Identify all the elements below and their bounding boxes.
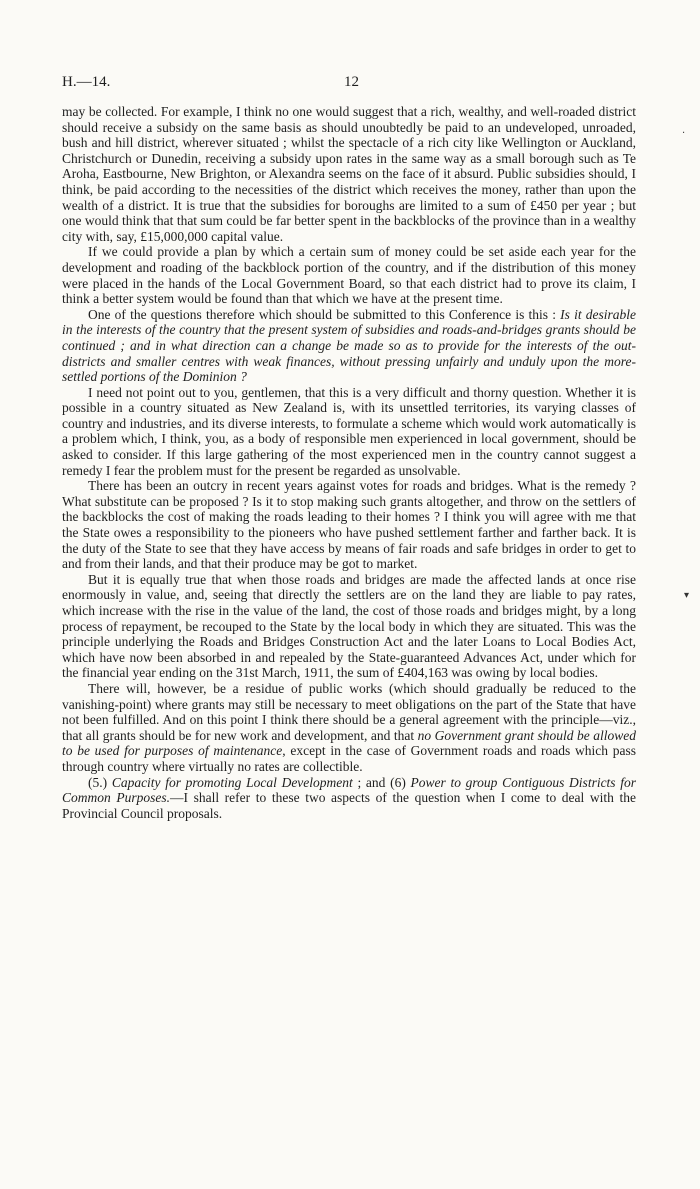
italic-text-segment: Is it desirable in the interests of the country that the present system of subsidies and roads-and-bridges grants should be continued ; and in what direction can a change be made so as to provide for the interests of the out-districts and smaller centres with weak finances, without pressing unfairly and unduly upon the more-settled portions of the Dominion ?: [62, 306, 636, 385]
text-segment: If we could provide a plan by which a certain sum of money could be set aside each year for the development and roading of the backblock portion of the country, and if the distribution of this money were placed in the hands of the Local Government Board, so that each district had to prove its claim, I think a better system would be found than that which we have at the present time.: [62, 244, 636, 307]
text-segment: I need not point out to you, gentlemen, that this is a very difficult and thorny question. Whether it is possible in a country situated as New Zealand is, with its unsettled territories, its varying classes of country and industries, and its diverse interests, to formulate a scheme which would work automatically is a problem which, I think, you, as a body of responsible men experienced in local government, should be asked to consider. If this large gathering of the most experienced men in the country cannot suggest a remedy I fear the problem must for the present be regarded as unsolvable.: [62, 384, 636, 478]
paragraph: [62, 244, 636, 306]
paragraph: [62, 478, 636, 572]
paragraph: [62, 385, 636, 479]
page-number: 12: [344, 74, 359, 90]
body-text: [62, 104, 636, 821]
paragraph: [62, 775, 636, 822]
italic-text-segment: no Government grant should be allowed to be used for purposes of maintenance: [62, 727, 636, 759]
paragraph: [62, 104, 636, 244]
page-header: [62, 74, 636, 94]
text-segment: ; and (6): [352, 774, 411, 790]
text-segment: , except in the case of Government roads and roads which pass through country where virtually no rates are collectible.: [62, 743, 636, 774]
text-segment: There has been an outcry in recent years against votes for roads and bridges. What is the remedy ? What substitute can be proposed ? Is it to stop making such grants altogether, and throw on the settlers of the backblocks the cost of making the roads leading to their homes ? I think you will agree with me that the State owes a responsibility to the pioneers who have pushed settlement farther and farther back. It is the duty of the State to see that they have access by means of fair roads and safe bridges in order to get to and from their lands, and that their produce may be got to market.: [62, 478, 636, 572]
paragraph: [62, 572, 636, 681]
margin-mark-icon: ▾: [684, 590, 690, 601]
paragraph: [62, 307, 636, 385]
margin-mark-icon: ‧: [682, 128, 686, 139]
italic-text-segment: Capacity for promoting Local Development: [111, 774, 353, 790]
text-segment: One of the questions therefore which should be submitted to this Conference is this :: [88, 306, 561, 322]
paragraph: [62, 681, 636, 775]
document-reference: H.—14.: [62, 74, 111, 90]
text-segment: There will, however, be a residue of public works (which should gradually be reduced to the vanishing-point) where grants may still be necessary to meet obligations on the part of the State that have not been fulfilled. And on this point I think there should be a general agreement with the principle—viz., that all grants should be for new work and development, and that: [62, 680, 636, 743]
text-segment: But it is equally true that when those roads and bridges are made the affected lands at once rise enormously in value, and, seeing that directly the settlers are on the land they are liable to pay rates, which increase with the rise in the value of the land, the cost of those roads and bridges might, by a long process of repayment, be recouped to the State by the local body in which they are situated. This was the principle underlying the Roads and Bridges Construction Act and the later Loans to Local Bodies Act, which have now been absorbed in and repealed by the State-guaranteed Advances Act, under which for the financial year ending on the 31st March, 1911, the sum of £404,163 was owing by local bodies.: [62, 571, 636, 681]
text-segment: may be collected. For example, I think no one would suggest that a rich, wealthy, and well-roaded district should receive a subsidy on the same basis as should unoubtedly be paid to an undeveloped, unroaded, bush and hill district, wherever situated ; whilst the spectacle of a rich city like Wellington or Auckland, Christchurch or Dunedin, receiving a subsidy upon rates in the same way as a small borough such as Te Aroha, Eastbourne, New Brighton, or Alexandra seems on the face of it absurd. Public subsidies should, I think, be paid according to the necessities of the district which receives the money, rather than upon the wealth of a district. It is true that the subsidies for boroughs are limited to a sum of £450 per year ; but one would think that that sum could be far better spent in the backblocks of the province than in a wealthy city with, say, £15,000,000 capital value.: [62, 104, 636, 244]
text-segment: —I shall refer to these two aspects of the question when I come to deal with the Provincial Council proposals.: [62, 790, 636, 821]
document-page: [62, 74, 636, 821]
text-segment: (5.): [88, 774, 112, 790]
italic-text-segment: Power to group Contiguous Districts for Common Purposes.: [62, 774, 637, 806]
